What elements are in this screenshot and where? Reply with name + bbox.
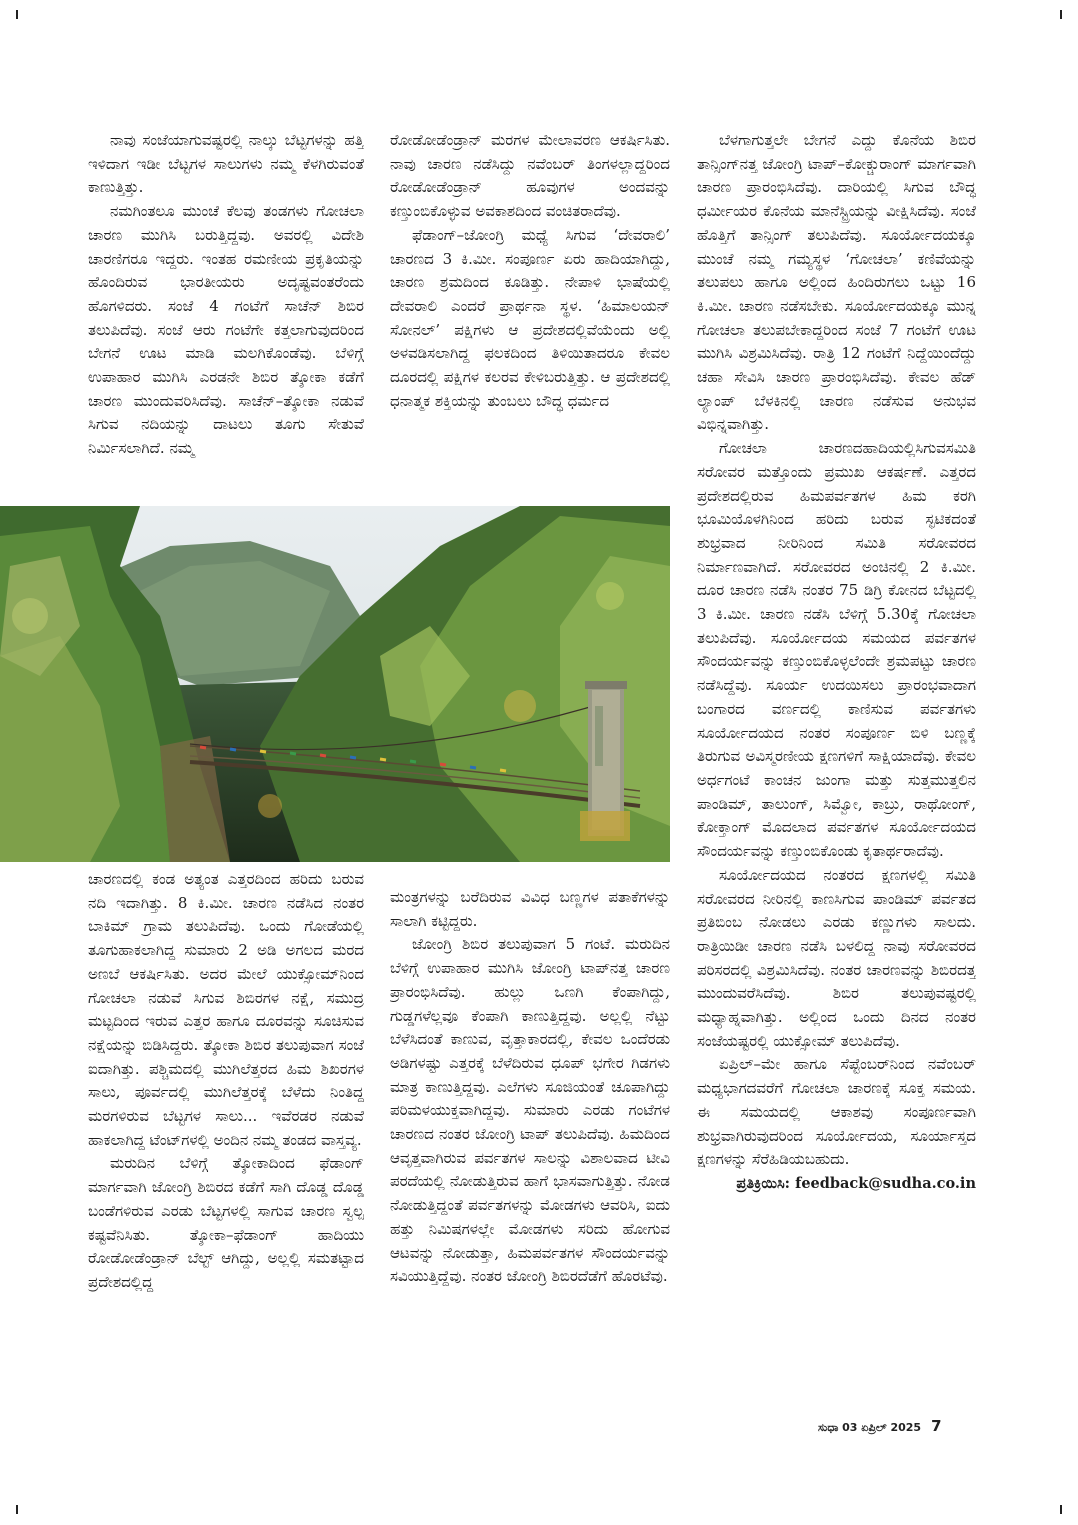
article-paragraph: ನಮಗಿಂತಲೂ ಮುಂಚೆ ಕೆಲವು ತಂಡಗಳು ಗೋಚಲಾ ಚಾರಣ ಮುಗಿಸಿ ಬರುತ್ತಿದ್ದವು. ಅವರಲ್ಲಿ ವಿದೇಶಿ ಚಾರಣಿಗರೂ ಇದ್ದರು. ಇಂತಹ ರಮಣೀಯ ಪ್ರಕೃತಿಯನ್ನು ಹೊಂದಿರುವ ಭಾರತೀಯರು ಅದೃಷ್ಟವಂತರೆಂದು ಹೊಗಳಿದರು. ಸಂಜೆ 4 ಗಂಟೆಗೆ ಸಾಚೆನ್ ಶಿಬಿರ ತಲುಪಿದೆವು. ಸಂಜೆ ಆರು ಗಂಟೆಗೇ ಕತ್ತಲಾಗುವುದರಿಂದ ಬೇಗನೆ ಊಟ ಮಾಡಿ ಮಲಗಿಕೊಂಡೆವು. ಬೆಳಿಗ್ಗೆ ಉಪಾಹಾರ ಮುಗಿಸಿ ಎರಡನೇ ಶಿಬಿರ ತ್ಶೋಕಾ ಕಡೆಗೆ ಚಾರಣ ಮುಂದುವರಿಸಿದೆವು. ಸಾಚೆನ್–ತ್ಶೋಕಾ ನಡುವೆ ಸಿಗುವ ನದಿಯನ್ನು ದಾಟಲು ತೂಗು ಸೇತುವೆ ನಿರ್ಮಿಸಲಾಗಿದೆ. ನಮ್ಮ [88,202,364,458]
crop-mark-bottom-right [1060,1505,1062,1514]
article-paragraph: ಮರುದಿನ ಬೆಳಿಗ್ಗೆ ತ್ಶೋಕಾದಿಂದ ಫೆಡಾಂಗ್ ಮಾರ್ಗವಾಗಿ ಜೋಂಗ್ರಿ ಶಿಬಿರದ ಕಡೆಗೆ ಸಾಗಿ ದೊಡ್ಡ ದೊಡ್ಡ ಬಂಡೆಗಳಿರುವ ಎರಡು ಬೆಟ್ಟಗಳಲ್ಲಿ ಸಾಗುವ ಚಾರಣ ಸ್ವಲ್ಪ ಕಷ್ಟವೆನಿಸಿತು. ತ್ಶೋಕಾ–ಫೆಡಾಂಗ್ ಹಾದಿಯು ರೋಡೋಡೆಂಡ್ರಾನ್ ಬೆಲ್ಟ್ ಆಗಿದ್ದು, ಅಲ್ಲಲ್ಲಿ ಸಮತಟ್ಟಾದ ಪ್ರದೇಶದಲ್ಲಿದ್ದ [88,1154,364,1291]
article-column-2-top [390,129,670,497]
article-column-2-bottom [390,886,670,1391]
article-paragraph: ಚಾರಣದಲ್ಲಿ ಕಂಡ ಅತ್ಯಂತ ಎತ್ತರದಿಂದ ಹರಿದು ಬರುವ ನದಿ ಇದಾಗಿತ್ತು. 8 ಕಿ.ಮೀ. ಚಾರಣ ನಡೆಸಿದ ನಂತರ ಬಾಕಿಮ್ ಗ್ರಾಮ ತಲುಪಿದೆವು. ಒಂದು ಗೋಡೆಯಲ್ಲಿ ತೂಗುಹಾಕಲಾಗಿದ್ದ ಸುಮಾರು 2 ಅಡಿ ಅಗಲದ ಮರದ ಅಣಬೆ ಆಕರ್ಷಿಸಿತು. ಅದರ ಮೇಲೆ ಯುಕ್ಸೋಮ್‌ನಿಂದ ಗೋಚಲಾ ನಡುವೆ ಸಿಗುವ ಶಿಬಿರಗಳ ನಕ್ಷೆ, ಸಮುದ್ರ ಮಟ್ಟದಿಂದ ಇರುವ ಎತ್ತರ ಹಾಗೂ ದೂರವನ್ನು ಸೂಚಿಸುವ ನಕ್ಷೆಯನ್ನು ಬಿಡಿಸಿದ್ದರು. ತ್ಶೋಕಾ ಶಿಬಿರ ತಲುಪುವಾಗ ಸಂಜೆ ಐದಾಗಿತ್ತು. ಪಶ್ಚಿಮದಲ್ಲಿ ಮುಗಿಲೆತ್ತರದ ಹಿಮ ಶಿಖರಗಳ ಸಾಲು, ಪೂರ್ವದಲ್ಲಿ ಮುಗಿಲೆತ್ತರಕ್ಕೆ ಬೆಳೆದು ನಿಂತಿದ್ದ ಮರಗಳಿರುವ ಬೆಟ್ಟಗಳ ಸಾಲು... ಇವೆರಡರ ನಡುವೆ ಹಾಕಲಾಗಿದ್ದ ಟೆಂಟ್‌ಗಳಲ್ಲಿ ಅಂದಿನ ನಮ್ಮ ತಂಡದ ವಾಸ್ತವ್ಯ. [88,870,364,1149]
article-paragraph: ಬೆಳಗಾಗುತ್ತಲೇ ಬೇಗನೆ ಎದ್ದು ಕೊನೆಯ ಶಿಬಿರ ತಾನ್ಸಿಂಗ್‌ನತ್ತ ಜೋಂಗ್ರಿ ಟಾಪ್–ಕೋಕ್ಚುರಾಂಗ್ ಮಾರ್ಗವಾಗಿ ಚಾರಣ ಪ್ರಾರಂಭಿಸಿದೆವು. ದಾರಿಯಲ್ಲಿ ಸಿಗುವ ಬೌದ್ಧ ಧರ್ಮೀಯರ ಕೊನೆಯ ಮಾನೆಸ್ಟ್ರಿಯನ್ನು ವೀಕ್ಷಿಸಿದೆವು. ಸಂಜೆ ಹೊತ್ತಿಗೆ ತಾನ್ಸಿಂಗ್ ತಲುಪಿದೆವು. ಸೂರ್ಯೋದಯಕ್ಕೂ ಮುಂಚೆ ನಮ್ಮ ಗಮ್ಯಸ್ಥಳ ‘ಗೋಚಲಾ’ ಕಣಿವೆಯನ್ನು ತಲುಪಲು ಹಾಗೂ ಅಲ್ಲಿಂದ ಹಿಂದಿರುಗಲು ಒಟ್ಟು 16 ಕಿ.ಮೀ. ಚಾರಣ ನಡೆಸಬೇಕು. ಸೂರ್ಯೋದಯಕ್ಕೂ ಮುನ್ನ ಗೋಚಲಾ ತಲುಪಬೇಕಾದ್ದರಿಂದ ಸಂಜೆ 7 ಗಂಟೆಗೆ ಊಟ ಮುಗಿಸಿ ವಿಶ್ರಮಿಸಿದೆವು. ರಾತ್ರಿ 12 ಗಂಟೆಗೆ ನಿದ್ದೆಯಿಂದೆದ್ದು ಚಹಾ ಸೇವಿಸಿ ಚಾರಣ ಪ್ರಾರಂಭಿಸಿದೆವು. ಕೇವಲ ಹೆಡ್ ಲ್ಯಾಂಪ್ ಬೆಳಕಿನಲ್ಲಿ ಚಾರಣ ನಡೆಸುವ ಅನುಭವ ವಿಭಿನ್ನವಾಗಿತ್ತು. [697,131,976,434]
article-column-1-bottom [88,868,364,1398]
crop-mark-top-right [1060,10,1062,19]
article-paragraph: ಸೂರ್ಯೋದಯದ ನಂತರದ ಕ್ಷಣಗಳಲ್ಲಿ ಸಮಿತಿ ಸರೋವರದ ನೀರಿನಲ್ಲಿ ಕಾಣಸಿಗುವ ಪಾಂಡಿಮ್ ಪರ್ವತದ ಪ್ರತಿಬಿಂಬ ನೋಡಲು ಎರಡು ಕಣ್ಣುಗಳು ಸಾಲದು. ರಾತ್ರಿಯಿಡೀ ಚಾರಣ ನಡೆಸಿ ಬಳಲಿದ್ದ ನಾವು ಸರೋವರದ ಪರಿಸರದಲ್ಲಿ ವಿಶ್ರಮಿಸಿದೆವು. ನಂತರ ಚಾರಣವನ್ನು ಶಿಬಿರದತ್ತ ಮುಂದುವರೆಸಿದೆವು. ಶಿಬಿರ ತಲುಪುವಷ್ಟರಲ್ಲಿ ಮಧ್ಯಾಹ್ನವಾಗಿತ್ತು. ಅಲ್ಲಿಂದ ಒಂದು ದಿನದ ನಂತರ ಸಂಜೆಯಷ್ಟರಲ್ಲಿ ಯುಕ್ಸೋಮ್ ತಲುಪಿದೆವು. [697,865,976,1050]
feedback-email: ಪ್ರತಿಕ್ರಿಯಿಸಿ: feedback@sudha.co.in [736,1174,976,1192]
article-paragraph: ಫೆಡಾಂಗ್–ಜೋಂಗ್ರಿ ಮಧ್ಯೆ ಸಿಗುವ ‘ದೇವರಾಲಿ’ ಚಾರಣದ 3 ಕಿ.ಮೀ. ಸಂಪೂರ್ಣ ಏರು ಹಾದಿಯಾಗಿದ್ದು, ಚಾರಣ ಶ್ರಮದಿಂದ ಕೂಡಿತ್ತು. ನೇಪಾಳಿ ಭಾಷೆಯಲ್ಲಿ ದೇವರಾಲಿ ಎಂದರೆ ಪ್ರಾರ್ಥನಾ ಸ್ಥಳ. ‘ಹಿಮಾಲಯನ್ ಸೋನಲ್’ ಪಕ್ಷಿಗಳು ಆ ಪ್ರದೇಶದಲ್ಲಿವೆಯೆಂದು ಅಲ್ಲಿ ಅಳವಡಿಸಲಾಗಿದ್ದ ಫಲಕದಿಂದ ತಿಳಿಯಿತಾದರೂ ಕೇವಲ ದೂರದಲ್ಲಿ ಪಕ್ಷಿಗಳ ಕಲರವ ಕೇಳಿಬರುತ್ತಿತ್ತು. ಆ ಪ್ರದೇಶದಲ್ಲಿ ಧನಾತ್ಮಕ ಶಕ್ತಿಯನ್ನು ತುಂಬಲು ಬೌದ್ಧ ಧರ್ಮದ [390,225,670,410]
issue-label: ಸುಧಾ 03 ಏಪ್ರಿಲ್ 2025 [818,1421,922,1434]
article-column-1-top [88,129,364,497]
article-paragraph: ಜೋಂಗ್ರಿ ಶಿಬಿರ ತಲುಪುವಾಗ 5 ಗಂಟೆ. ಮರುದಿನ ಬೆಳಿಗ್ಗೆ ಉಪಾಹಾರ ಮುಗಿಸಿ ಜೋಂಗ್ರಿ ಟಾಪ್‌ನತ್ತ ಚಾರಣ ಪ್ರಾರಂಭಿಸಿದೆವು. ಹುಲ್ಲು ಒಣಗಿ ಕೆಂಪಾಗಿದ್ದು, ಗುಡ್ಡಗಳೆಲ್ಲವೂ ಕೆಂಪಾಗಿ ಕಾಣುತ್ತಿದ್ದವು. ಅಲ್ಲಲ್ಲಿ ನೆಟ್ಟು ಬೆಳೆಸಿದಂತೆ ಕಾಣುವ, ವೃತ್ತಾಕಾರದಲ್ಲಿ, ಕೇವಲ ಒಂದೆರಡು ಅಡಿಗಳಷ್ಟು ಎತ್ತರಕ್ಕೆ ಬೆಳೆದಿರುವ ಧೂಪ್ ಭಗೇರ ಗಿಡಗಳು ಮಾತ್ರ ಕಾಣುತ್ತಿದ್ದವು. ಎಲೆಗಳು ಸೂಜಿಯಂತೆ ಚೂಪಾಗಿದ್ದು ಪರಿಮಳಯುಕ್ತವಾಗಿದ್ದವು. ಸುಮಾರು ಎರಡು ಗಂಟೆಗಳ ಚಾರಣದ ನಂತರ ಜೋಂಗ್ರಿ ಟಾಪ್ ತಲುಪಿದೆವು. ಹಿಮದಿಂದ ಆವೃತ್ತವಾಗಿರುವ ಪರ್ವತಗಳ ಸಾಲನ್ನು ವಿಶಾಲವಾದ ಟೀವಿ ಪರದೆಯಲ್ಲಿ ನೋಡುತ್ತಿರುವ ಹಾಗೆ ಭಾಸವಾಗುತ್ತಿತ್ತು. ನೋಡ ನೋಡುತ್ತಿದ್ದಂತೆ ಪರ್ವತಗಳನ್ನು ಮೋಡಗಳು ಆವರಿಸಿ, ಐದು ಹತ್ತು ನಿಮಿಷಗಳಲ್ಲೇ ಮೋಡಗಳು ಸರಿದು ಹೋಗುವ ಆಟವನ್ನು ನೋಡುತ್ತಾ, ಹಿಮಪರ್ವತಗಳ ಸೌಂದರ್ಯವನ್ನು ಸವಿಯುತ್ತಿದ್ದೆವು. ನಂತರ ಜೋಂಗ್ರಿ ಶಿಬಿರದೆಡೆಗೆ ಹೊರಟೆವು. [390,935,670,1286]
article-paragraph: ಮಂತ್ರಗಳನ್ನು ಬರೆದಿರುವ ವಿವಿಧ ಬಣ್ಣಗಳ ಪತಾಕೆಗಳನ್ನು ಸಾಲಾಗಿ ಕಟ್ಟಿದ್ದರು. [390,888,670,930]
article-paragraph: ಏಪ್ರಿಲ್–ಮೇ ಹಾಗೂ ಸೆಪ್ಟೆಂಬರ್‌ನಿಂದ ನವೆಂಬರ್ ಮಧ್ಯಭಾಗದವರೆಗೆ ಗೋಚಲಾ ಚಾರಣಕ್ಕೆ ಸೂಕ್ತ ಸಮಯ. ಈ ಸಮಯದಲ್ಲಿ ಆಕಾಶವು ಸಂಪೂರ್ಣವಾಗಿ ಶುಭ್ರವಾಗಿರುವುದರಿಂದ ಸೂರ್ಯೋದಯ, ಸೂರ್ಯಾಸ್ತದ ಕ್ಷಣಗಳನ್ನು ಸೆರೆಹಿಡಿಯಬಹುದು. [697,1055,976,1169]
page-number: 7 [931,1417,942,1435]
article-paragraph: ರೋಡೋಡೆಂಡ್ರಾನ್ ಮರಗಳ ಮೇಲಾವರಣ ಆಕರ್ಷಿಸಿತು. ನಾವು ಚಾರಣ ನಡೆಸಿದ್ದು ನವೆಂಬರ್ ತಿಂಗಳಲ್ಲಾದ್ದರಿಂದ ರೋಡೋಡೆಂಡ್ರಾನ್ ಹೂವುಗಳ ಅಂದವನ್ನು ಕಣ್ತುಂಬಿಕೊಳ್ಳುವ ಅವಕಾಶದಿಂದ ವಂಚಿತರಾದೆವು. [390,131,670,221]
crop-mark-top-left [16,10,18,19]
article-column-3 [697,129,976,1391]
article-paragraph: ಗೋಚಲಾ ಚಾರಣದಹಾದಿಯಲ್ಲಿಸಿಗುವಸಮಿತಿ ಸರೋವರ ಮತ್ತೊಂದು ಪ್ರಮುಖ ಆಕರ್ಷಣೆ. ಎತ್ತರದ ಪ್ರದೇಶದಲ್ಲಿರುವ ಹಿಮಪರ್ವತಗಳ ಹಿಮ ಕರಗಿ ಭೂಮಿಯೊಳಗಿನಿಂದ ಹರಿದು ಬರುವ ಸ್ಫಟಿಕದಂತೆ ಶುಭ್ರವಾದ ನೀರಿನಿಂದ ಸಮಿತಿ ಸರೋವರದ ನಿರ್ಮಾಣವಾಗಿದೆ. ಸರೋವರದ ಅಂಚಿನಲ್ಲಿ 2 ಕಿ.ಮೀ. ದೂರ ಚಾರಣ ನಡೆಸಿ ನಂತರ 75 ಡಿಗ್ರಿ ಕೋನದ ಬೆಟ್ಟದಲ್ಲಿ 3 ಕಿ.ಮೀ. ಚಾರಣ ನಡೆಸಿ ಬೆಳಿಗ್ಗೆ 5.30ಕ್ಕೆ ಗೋಚಲಾ ತಲುಪಿದೆವು. ಸೂರ್ಯೋದಯ ಸಮಯದ ಪರ್ವತಗಳ ಸೌಂದರ್ಯವನ್ನು ಕಣ್ತುಂಬಿಕೊಳ್ಳಲೆಂದೇ ಶ್ರಮಪಟ್ಟು ಚಾರಣ ನಡೆಸಿದ್ದೆವು. ಸೂರ್ಯ ಉದಯಿಸಲು ಪ್ರಾರಂಭವಾದಾಗ ಬಂಗಾರದ ವರ್ಣದಲ್ಲಿ ಕಾಣಿಸುವ ಪರ್ವತಗಳು ಸೂರ್ಯೋದಯದ ನಂತರ ಸಂಪೂರ್ಣ ಬಿಳಿ ಬಣ್ಣಕ್ಕೆ ತಿರುಗುವ ಅವಿಸ್ಮರಣೀಯ ಕ್ಷಣಗಳಿಗೆ ಸಾಕ್ಷಿಯಾದೆವು. ಕೇವಲ ಅರ್ಧಗಂಟೆ ಕಾಂಚನ ಜುಂಗಾ ಮತ್ತು ಸುತ್ತಮುತ್ತಲಿನ ಪಾಂಡಿಮ್, ತಾಲುಂಗ್, ಸಿಮ್ವೋ, ಕಾಬ್ರು, ರಾಥೋಂಗ್, ಕೋಕ್ತಾಂಗ್ ಮೊದಲಾದ ಪರ್ವತಗಳ ಸೂರ್ಯೋದಯದ ಸೌಂದರ್ಯವನ್ನು ಕಣ್ತುಂಬಿಕೊಂಡು ಕೃತಾರ್ಥರಾದೆವು. [697,439,976,861]
page-footer [818,1417,942,1435]
article-paragraph: ನಾವು ಸಂಜೆಯಾಗುವಷ್ಟರಲ್ಲಿ ನಾಲ್ಕು ಬೆಟ್ಟಗಳನ್ನು ಹತ್ತಿ ಇಳಿದಾಗ ಇಡೀ ಬೆಟ್ಟಗಳ ಸಾಲುಗಳು ನಮ್ಮ ಕೆಳಗಿರುವಂತೆ ಕಾಣುತ್ತಿತ್ತು. [88,131,364,197]
crop-mark-bottom-left [16,1505,18,1514]
article-photo-suspension-bridge [0,506,670,862]
